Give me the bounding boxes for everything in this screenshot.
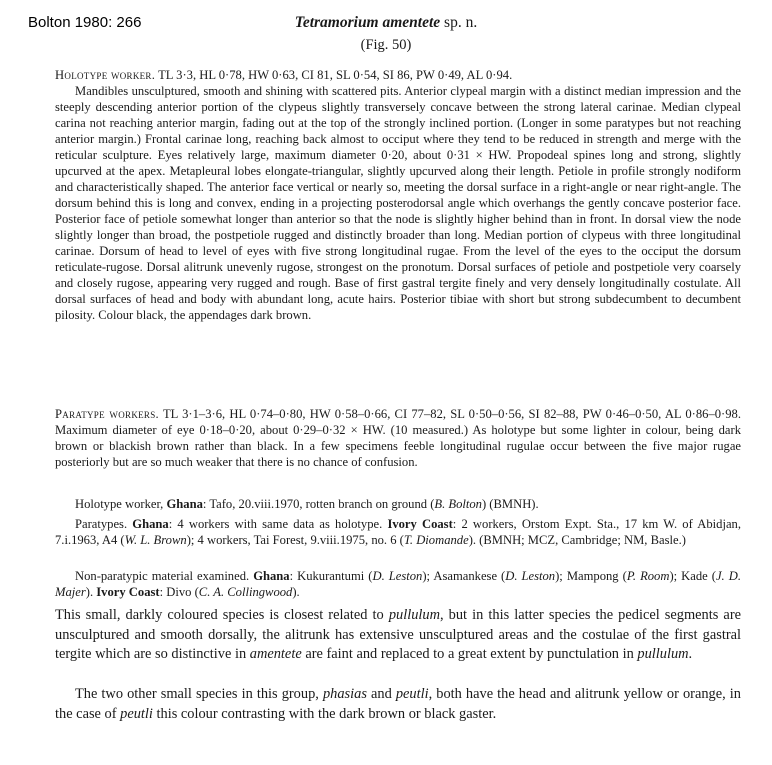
holotype-material: [55, 496, 741, 512]
non-paratypic-text-2: ); Asamankese (: [422, 569, 506, 583]
non-paratypic-material: [55, 568, 741, 600]
figure-reference: (Fig. 50): [360, 37, 412, 53]
non-paratypic-text-4: ); Kade (: [669, 569, 716, 583]
paratype-text: TL 3·1–3·6, HL 0·74–0·80, HW 0·58–0·66, CI 77–82, SL 0·50–0·56, SI 82–88, PW 0·46–0·50, AL 0·86–0·98. Maximum diameter of eye 0·18–0·20, about 0·29–0·32 × HW. (10 measured.) As holotype but some lighter in colour, being dark brown or blackish brown rather than black. In a few specimens feeble longitudinal rugulae occur between the five major rugae posteriorly but are so much weaker that there is no chance of confusion.: [55, 407, 741, 469]
discussion-paragraph-1: [55, 606, 741, 665]
locality-ivory-coast: Ivory Coast: [387, 517, 453, 531]
discussion-text-7: , both have the head and alitrunk yellow or orange, in the case of: [55, 686, 741, 722]
species-amentete: amentete: [249, 646, 302, 662]
collector-bolton: B. Bolton: [434, 497, 482, 511]
non-paratypic-end: ).: [292, 585, 300, 599]
discussion-text-2: , but in this latter species the pedicel segments are unsculptured and smooth dorsally, the alitrunk has extensive unsculptured areas and the costulae of the first gastral tergite which are so distinctive in: [55, 607, 741, 662]
discussion-text-6: and: [366, 686, 396, 702]
collector-room: P. Room: [626, 569, 670, 583]
paratype-material-text-3: ); 4 workers, Tai Forest, 9.viii.1975, no. 6 (: [186, 533, 404, 547]
paratype-material-label: Paratypes.: [75, 517, 128, 531]
non-paratypic-text-3: ); Mampong (: [555, 569, 627, 583]
species-peutli: peutli: [395, 686, 429, 702]
paratype-material-end: ). (BMNH; MCZ, Cambridge; NM, Basle.): [468, 533, 686, 547]
non-paratypic-text-6: : Divo (: [159, 585, 199, 599]
non-paratypic-text-5: ).: [85, 585, 94, 599]
locality-ivory-coast: Ivory Coast: [96, 585, 160, 599]
discussion-paragraph-2: [55, 685, 741, 724]
locality-ghana: Ghana: [132, 517, 169, 531]
collector-brown: W. L. Brown: [124, 533, 187, 547]
discussion-text-3: are faint and replaced to a great extent by punctulation in: [301, 646, 638, 662]
locality-ghana: Ghana: [253, 569, 290, 583]
species-phasias: phasias: [322, 686, 367, 702]
species-pullulum: pullulum: [637, 646, 689, 662]
locality-ghana: Ghana: [166, 497, 203, 511]
citation-label: Bolton 1980: 266: [28, 14, 142, 31]
paratype-section: [55, 406, 741, 470]
discussion-text-5: The two other small species in this group,: [75, 686, 323, 702]
paratype-material: [55, 516, 741, 548]
holotype-measurements: TL 3·3, HL 0·78, HW 0·63, CI 81, SL 0·54, SI 86, PW 0·49, AL 0·94.: [158, 68, 513, 82]
paratype-material-text-2: : 2 workers, Orstom Expt. Sta., 17 km W. of Abidjan, 7.i.1963, A4 (: [55, 517, 741, 547]
species-title: [0, 14, 772, 32]
collector-diomande: T. Diomande: [403, 533, 469, 547]
discussion-text: This small, darkly coloured species is closest related to: [55, 607, 389, 623]
species-pullulum: pullulum: [388, 607, 440, 623]
collector-leston: D. Leston: [505, 569, 556, 583]
paratype-heading: Paratype workers.: [55, 407, 159, 421]
non-paratypic-text: : Kukurantumi (: [289, 569, 373, 583]
holotype-material-end: ) (BMNH).: [481, 497, 539, 511]
discussion-text-8: this colour contrasting with the dark brown or black gaster.: [152, 705, 497, 722]
species-name: Tetramorium amentete: [294, 14, 441, 31]
collector-leston: D. Leston: [372, 569, 423, 583]
non-paratypic-label: Non-paratypic material examined.: [75, 569, 250, 583]
paratype-material-text: : 4 workers with same data as holotype.: [168, 517, 383, 531]
species-peutli: peutli: [120, 705, 153, 722]
holotype-heading: Holotype worker.: [55, 68, 156, 82]
discussion-text-4: .: [688, 646, 693, 662]
holotype-section: [55, 67, 741, 323]
collector-majer: J. D. Majer: [55, 569, 741, 599]
holotype-description: Mandibles unsculptured, smooth and shining with scattered pits. Anterior clypeal margin with a distinct median impression and the steeply descending anterior portion of the clypeus slightly transversely concave between the strong lateral carinae. Median clypeal carina not reaching anterior margin, fading out at the top of the strongly inclined portion. (Longer in some paratypes but not reaching anterior margin.) Frontal carinae long, reaching back almost to occiput where they tend to be reduced in strength and merge with the reticular sculpture. Eyes relatively large, maximum diameter 0·20, about 0·31 × HW. Propodeal spines long and strong, slightly upcurved at the apex. Metapleural lobes elongate-triangular, slightly upcurved along their length. Petiole in profile strongly nodiform and characteristically shaped. The anterior face vertical or nearly so, meeting the dorsal surface in a right-angle or near right-angle. The dorsum behind this is long and convex, ending in a projecting posterodorsal angle which overhangs the gently concave posterior face. Posterior face of petiole somewhat longer than anterior so that the node is slightly higher behind than in front. In dorsal view the node slightly longer than broad, the postpetiole rugged and distinctly broader than long. Median portion of clypeus with three longitudinal carinae. Dorsum of head to level of eyes with five strong longitudinal rugae. From the level of the eyes to the occiput the dorsum reticulate-rugose. Dorsal alitrunk unevenly rugose, strongest on the pronotum. Dorsal surfaces of petiole and postpetiole very coarsely and closely rugose, appearing very rugged and rough. Base of first gastral tergite finely and very densely longitudinally costulate. All dorsal surfaces of head and body with abundant long, acute hairs. Posterior tibiae with short but strong subdecumbent to decumbent pilosity. Colour black, the appendages dark brown.: [55, 84, 741, 322]
holotype-material-text: : Tafo, 20.viii.1970, rotten branch on ground (: [202, 497, 435, 511]
holotype-material-label: Holotype worker,: [75, 497, 164, 511]
collector-collingwood: C. A. Collingwood: [198, 585, 293, 599]
species-suffix: sp. n.: [444, 14, 478, 31]
